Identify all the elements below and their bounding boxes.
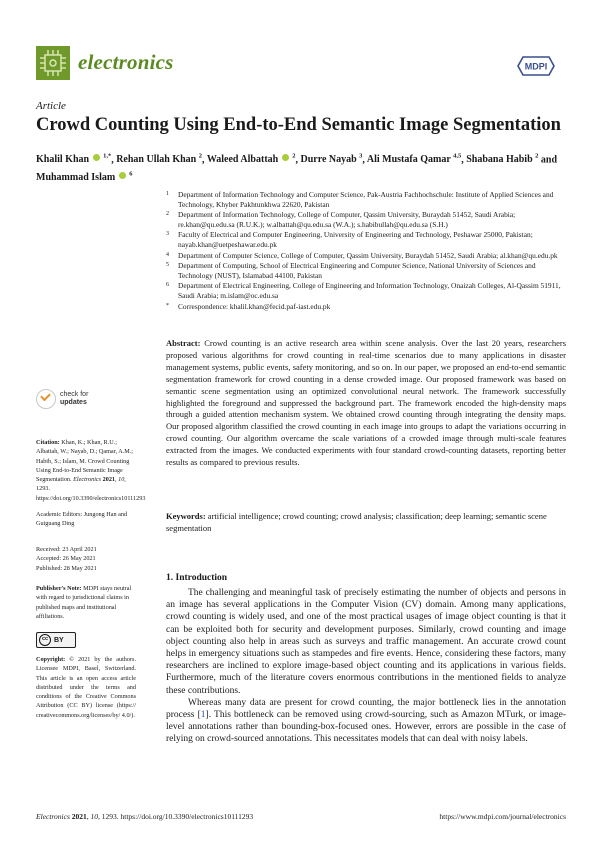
affiliation-item [166,251,566,261]
cc-by-license-icon[interactable] [36,632,76,648]
author-affiliation-marker: 2 [535,153,539,160]
keywords-label: Keywords: [166,511,206,521]
author-affiliation-marker: 3 [359,153,363,160]
affiliation-number: 2 [166,211,169,218]
published-date: Published: 28 May 2021 [36,564,97,572]
author-name: Durre Nayab [300,154,357,166]
author [116,154,202,165]
received-date: Received: 23 April 2021 [36,546,97,553]
author-affiliation-marker: 6 [129,170,133,178]
affiliation-text: Department of Computing, School of Electrical Engineering and Computer Science, National University of Sciences and Technology (NUST), Islamabad 44100, Pakistan [178,261,536,280]
author-name: Shabana Habib [466,154,533,166]
footer-citation: Electronics 2021, 10, 1293. https://doi.org/10.3390/electronics10111293 [36,812,254,821]
citation-volume: 10 [118,476,125,484]
copyright [36,655,136,720]
author-name: Khalil Khan [36,154,90,166]
intro-p2-text-b: ]. This bottleneck can be removed using crowd-sourcing, such as Amazon MTurk, or image-level annotations rather than bounding-box-focused ones. However, errors are possible in the case of relying on crowd-sourced annotations. This necessitates models that can deal with noisy labels. [166,710,567,745]
citation: Citation: Khan, K.; Khan, R.U.; Albattah, W.; Nayab, D.; Qamar, A.M.; Habib, S.; Islam, M. Crowd Counting Using End-to-End Semantic Image Segmentation. Electronics 2021, 10, 1293. https://doi.org/10.3390/electronics10111293 [36,439,146,502]
author-affiliation-marker: 2 [292,153,296,160]
abstract [166,338,566,469]
footer-volume: 10 [90,812,99,821]
publisher-note-label: Publisher's Note: [36,585,82,592]
affiliation-number: 6 [166,282,169,289]
footer-year: 2021 [71,812,87,821]
keywords [166,511,566,535]
mdpi-logo-text: MDPI [524,61,548,72]
author-affiliation-marker: 1,* [103,153,112,160]
affiliation-number: 3 [166,231,169,238]
affiliation-text: Correspondence: khalil.khan@fecid.paf-iast.edu.pk [178,301,331,311]
author-list: Khalil Khan $^{1,*}$, Rehan Ullah Khan $^2$, Waleed Albattah $^2$, Durre Nayab $^3$, Ali Mustafa Qamar $^{4,5}$, Shabana Habib $^2$ and Muhammad Islam $^6$ [36,153,558,183]
orcid-icon[interactable] [282,154,289,161]
affiliation-text: Department of Information Technology, College of Computer, Qassim University, Buraydah 51452, Saudi Arabia; re.khan@qu.edu.sa (R.U.K.); w.albattah@qu.edu.sa (W.A.); s.habibullah@qu.edu.sa (S.H.) [178,210,516,229]
keywords-text: artificial intelligence; crowd counting; crowd analysis; classification; deep learning; semantic scene segmentation [166,511,547,533]
check-updates-icon [36,389,56,409]
abstract-label: Abstract: [166,338,201,348]
author-affiliation-marker: 2 [198,153,202,160]
affiliation-item [166,210,566,229]
check-updates-line1: check for [60,391,89,398]
cc-icon: cc [39,634,51,646]
affiliation-text: Department of Information Technology and Computer Science, Pak-Austria Fachhochschule: Institute of Applied Sciences and Technology, Khyber Pakhtunkhwa 22620, Pakistan [178,190,554,209]
author-affiliation-marker: 4,5 [453,153,462,160]
intro-p2-text-a: Whereas many data are present for crowd counting, the major bottleneck lies in the annotation process [ [166,697,566,721]
author [367,154,461,165]
journal-logo-icon [36,46,70,80]
publisher-note-text: MDPI stays neutral with regard to jurisdictional claims in published maps and institutional affiliations. [36,585,132,620]
citation-text: Khan, K.; Khan, R.U.; Albattah, W.; Nayab, D.; Qamar, A.M.; Habib, S.; Islam, M. Crowd Counting Using End-to-End Semantic Image Segmentation. [36,439,134,484]
introduction-body [166,587,566,746]
orcid-icon[interactable] [93,154,100,161]
author-name: Muhammad Islam [36,171,116,183]
author-name: Waleed Albattah [206,154,279,166]
affiliation-text: Department of Electrical Engineering, College of Engineering and Information Technology, Onaizah Colleges, Al-Qassim 51911, Saudi Arabia; m.islam@oc.edu.sa [178,281,561,300]
affiliation-number: 4 [166,251,169,258]
author [466,154,538,165]
citation-journal: Electronics [73,476,102,484]
affiliation-item [166,230,566,249]
accepted-date: Accepted: 26 May 2021 [36,555,96,563]
orcid-icon[interactable] [119,172,126,179]
section-heading: 1. Introduction [166,573,228,583]
reference-link[interactable]: 1 [200,710,206,721]
paper-title: Crowd Counting Using End-to-End Semantic Image Segmentation [36,115,561,135]
author [207,154,296,165]
citation-label: Citation: [36,439,60,446]
check-updates-line2: updates [60,399,87,406]
intro-paragraph-1: The challenging and meaningful task of precisely estimating the number of objects and persons in an image has several applications in the Computer Vision (CV) domain. Among many applications, crowd counting is widely used, and one of the most practical usages of image object counting is that it can be exploited both for security and development purposes. Similarly, crowd counting and image object counting also help in areas such as surveys and traffic management. An accurate crowd count helps in emergency situations such as stampedes and fire events. Hence, considering these factors, many researchers are inclined to explore image-based object counting and its applications in various fields. Furthermore, much of the literature covers enormous contributions in the mentioned fields to analyze these contributions. [166,588,566,696]
author-name: Rehan Ullah Khan [116,154,197,166]
publisher-note [36,584,136,621]
intro-paragraph-2 [166,697,566,746]
journal-name: electronics [78,50,174,74]
publication-dates [36,545,136,573]
author-name: Ali Mustafa Qamar [366,154,451,166]
affiliation-item [166,190,566,209]
author [36,154,111,165]
check-for-updates-button[interactable] [36,389,116,411]
academic-editors: Academic Editors: Jungong Han and Guiguang Ding [36,511,128,528]
abstract-text: Crowd counting is an active research area within scene analysis. Over the last 20 years, researchers proposed various algorithms for crowd counting in real-time scenarios due to many applications in disaster management systems, public events, safety monitoring, and so on. In our paper, we proposed an end-to-end semantic segmentation framework for crowd counting in a dense crowded image. Our proposed framework was based on semantic scene segmentation using an optimized convolutional neural network. The framework successfully highlighted the foreground and suppressed the background part. The framework encoded the high-density maps through a guided attention mechanism system. We obtained crowd counting through integrating the density maps. Our proposed algorithm classified the crowd counting in each image into groups to adapt the variations occurring in crowd counting. Our algorithm overcame the scale variations of a crowded image through multi-scale features extracted from the images. We conducted experiments with four standard crowd-counting datasets, reporting better results as compared to previous results. [166,338,566,468]
copyright-label: Copyright: [36,656,66,663]
footer-journal: Electronics [36,812,70,821]
citation-doi[interactable]: 1293. https://doi.org/10.3390/electronics10111293 [36,485,146,502]
affiliation-item [166,281,566,300]
affiliation-item [166,302,566,312]
affiliations [166,190,566,312]
affiliation-number: 5 [166,262,169,269]
affiliation-text: Faculty of Electrical and Computer Engineering, University of Engineering and Technology, Peshawar 25000, Pakistan; nayab.khan@uetpeshawar.edu.pk [178,230,533,249]
by-icon: BY [54,636,64,644]
affiliation-number: 1 [166,191,169,197]
footer-journal-url[interactable]: https://www.mdpi.com/journal/electronics [439,812,566,821]
citation-year: 2021 [102,476,115,484]
article-type: Article [36,100,66,112]
affiliation-item [166,261,566,280]
affiliation-number: * [166,302,169,309]
copyright-text: © 2021 by the authors. Licensee MDPI, Basel, Switzerland. This article is an open access article distributed under the terms and conditions of the Creative Commons Attribution (CC BY) license (https:// creativecommons.org/licenses/by/ 4.0/). [36,656,137,719]
affiliation-text: Department of Computer Science, College of Computer, Qassim University, Buraydah 51452, Saudi Arabia; al.khan@qu.edu.pk [178,250,558,260]
author [36,172,132,183]
footer-doi[interactable]: 1293. https://doi.org/10.3390/electronics10111293 [101,812,254,821]
author [300,154,362,165]
mdpi-logo-icon [517,56,555,76]
